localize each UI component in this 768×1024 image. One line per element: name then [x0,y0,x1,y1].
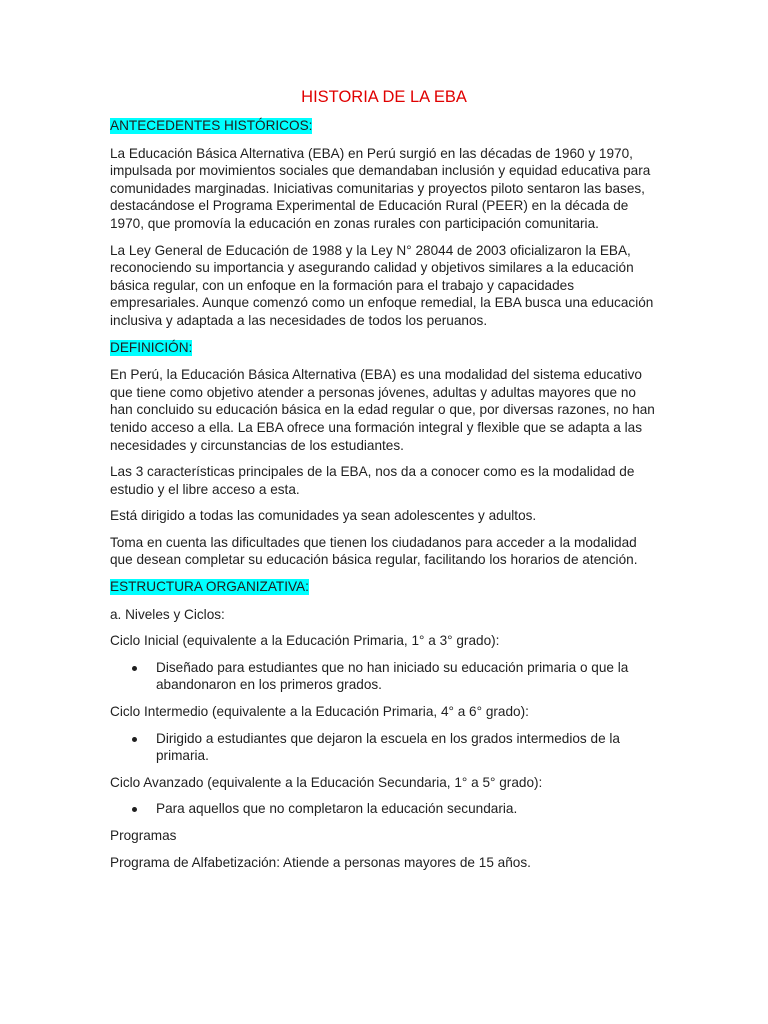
bullet-icon [132,807,137,812]
heading-highlight: ESTRUCTURA ORGANIZATIVA: [110,579,309,595]
cycle-label-inicial: Ciclo Inicial (equivalente a la Educación Primaria, 1° a 3° grado): [110,633,500,649]
list-item-text: Dirigido a estudiantes que dejaron la escuela en los grados intermedios de la primaria. [156,730,620,764]
program-line: Programa de Alfabetización: Atiende a personas mayores de 15 años. [110,854,531,870]
section-heading-estructura [110,578,658,596]
document-title: HISTORIA DE LA EBA [301,88,467,106]
section-heading-antecedentes [110,117,658,135]
subsection-label: a. Niveles y Ciclos: [110,606,225,622]
paragraph: La Ley General de Educación de 1988 y la Ley N° 28044 de 2003 oficializaron la EBA, reconociendo su importancia y asegurando calidad y objetivos similares a la educación básica regular, con un enfoque en la formación para el trabajo y capacidades empresariales. Aunque comenzó como un enfoque remedial, la EBA busca una educación inclusiva y adaptada a las necesidades de todos los peruanos. [110,242,654,328]
bullet-list [110,800,658,818]
paragraph: En Perú, la Educación Básica Alternativa (EBA) es una modalidad del sistema educativo que tiene como objetivo atender a personas jóvenes, adultas y adultas mayores que no han concluido su educación básica en la edad regular o que, por diversas razones, no han tenido acceso a ella. La EBA ofrece una formación integral y flexible que se adapta a las necesidades y circunstancias de los estudiantes. [110,367,655,453]
document-body [110,117,658,880]
bullet-list [110,730,658,765]
list-item-text: Diseñado para estudiantes que no han iniciado su educación primaria o que la abandonaron en los primeros grados. [156,659,629,693]
list-item [110,800,658,818]
paragraph: La Educación Básica Alternativa (EBA) en Perú surgió en las décadas de 1960 y 1970, impulsada por movimientos sociales que demandaban inclusión y equidad educativa para comunidades marginadas. Iniciativas comunitarias y proyectos piloto sentaron las bases, destacándose el Programa Experimental de Educación Rural (PEER) en la década de 1970, que promovía la educación en zonas rurales con participación comunitaria. [110,145,651,231]
list-item-text: Para aquellos que no completaron la educación secundaria. [156,801,518,817]
bullet-icon [132,666,137,671]
bullet-list [110,659,658,694]
programs-label: Programas [110,828,177,843]
list-item [110,659,658,694]
section-heading-definicion [110,339,658,357]
list-item [110,730,658,765]
bullet-icon [132,737,137,742]
paragraph: Está dirigido a todas las comunidades ya sean adolescentes y adultos. [110,508,537,524]
heading-highlight: ANTECEDENTES HISTÓRICOS: [110,118,313,133]
cycle-label-intermedio: Ciclo Intermedio (equivalente a la Educación Primaria, 4° a 6° grado): [110,704,529,720]
heading-highlight: DEFINICIÓN: [110,339,193,355]
cycle-label-avanzado: Ciclo Avanzado (equivalente a la Educación Secundaria, 1° a 5° grado): [110,774,543,790]
paragraph: Las 3 características principales de la EBA, nos da a conocer como es la modalidad de estudio y el libre acceso a esta. [110,464,635,497]
paragraph: Toma en cuenta las dificultades que tienen los ciudadanos para acceder a la modalidad que desean completar su educación básica regular, facilitando los horarios de atención. [110,534,638,568]
